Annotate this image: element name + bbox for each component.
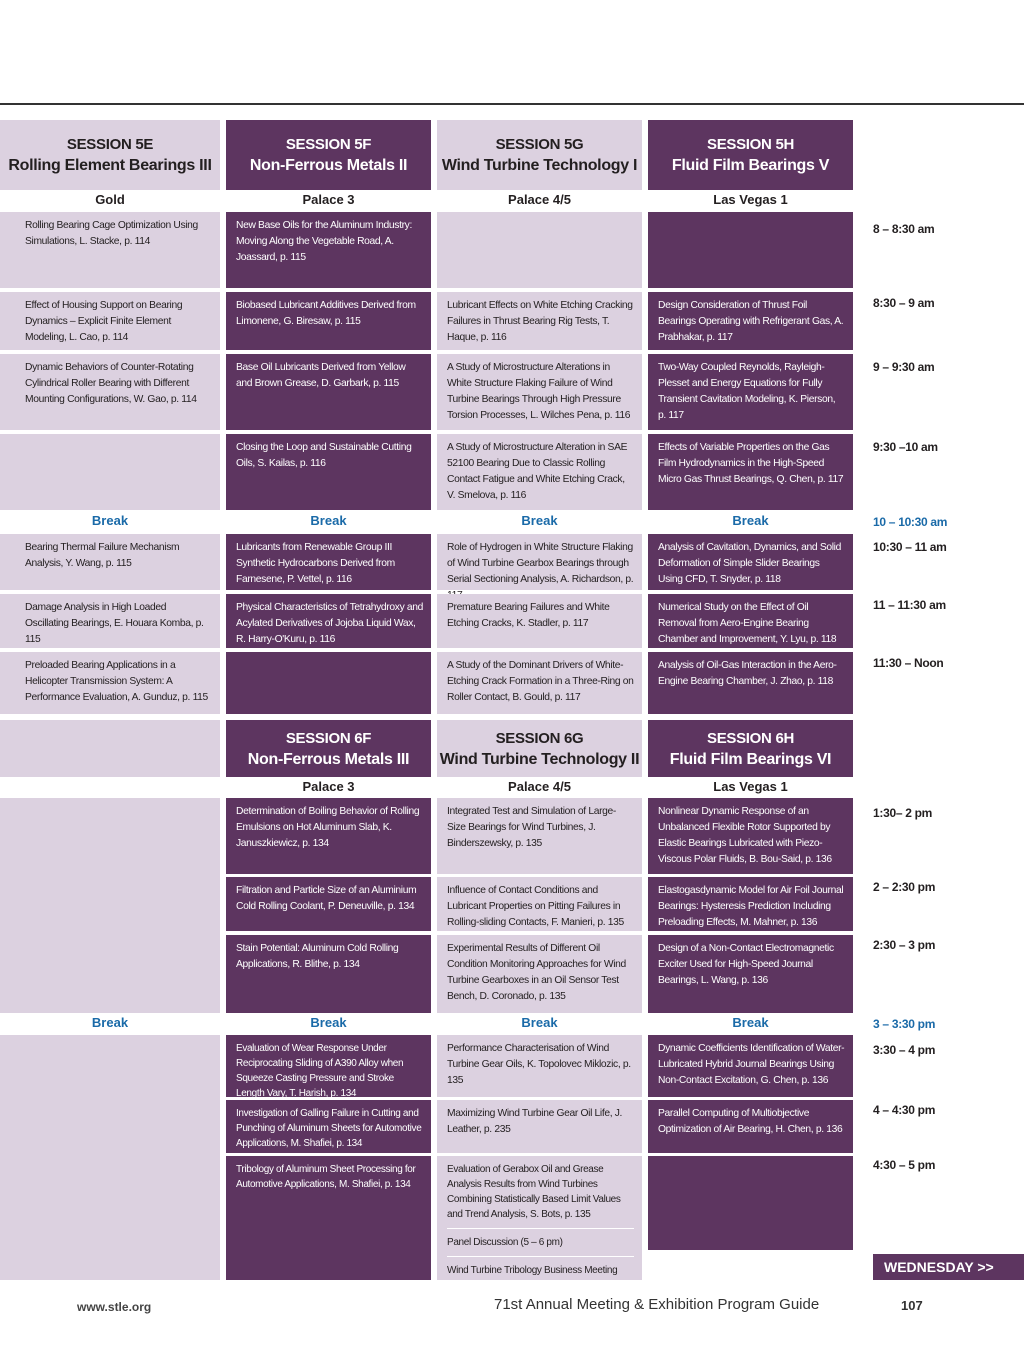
- panel-discussion: Panel Discussion (5 – 6 pm): [447, 1228, 634, 1250]
- talk-cell: Performance Characterisation of Wind Turbine Gear Oils, K. Topolovec Miklozic, p. 135: [437, 1035, 642, 1097]
- session-6f-header: [226, 720, 431, 777]
- talk-cell: Experimental Results of Different Oil Condition Monitoring Approaches for Wind Turbine Gearboxes in an Oil Sensor Test Bench, D. Coronado, p. 135: [437, 935, 642, 1013]
- talk-cell: Effects of Variable Properties on the Gas Film Hydrodynamics in the High-Speed Micro Gas Thrust Bearings, Q. Chen, p. 117: [648, 434, 853, 510]
- talk-cell: Analysis of Cavitation, Dynamics, and Solid Deformation of Simple Slider Bearings Using CFD, T. Snyder, p. 118: [648, 534, 853, 590]
- talk-cell: Dynamic Coefficients Identification of Water-Lubricated Hybrid Journal Bearings Using Non-Contact Excitation, G. Chen, p. 136: [648, 1035, 853, 1097]
- time-label-break: 10 – 10:30 am: [873, 515, 948, 529]
- break-label: Break: [521, 513, 558, 528]
- room-label: Las Vegas 1: [713, 192, 788, 207]
- empty-cell: [226, 652, 431, 714]
- time-label: 4:30 – 5 pm: [873, 1158, 936, 1172]
- empty-cell: [648, 1156, 853, 1250]
- talk-cell-group: [437, 1156, 642, 1280]
- talk-cell: Numerical Study on the Effect of Oil Removal from Aero-Engine Bearing Chamber and Improvement, Y. Lyu, p. 118: [648, 594, 853, 648]
- room-label: Palace 3: [302, 192, 355, 207]
- talk-cell: Tribology of Aluminum Sheet Processing for Automotive Applications, M. Shafiei, p. 134: [226, 1156, 431, 1280]
- break-label: Break: [91, 513, 129, 528]
- talk-cell: A Study of the Dominant Drivers of White-Etching Crack Formation in a Three-Ring on Roller Contact, B. Gould, p. 117: [437, 652, 642, 714]
- empty-cell: [648, 212, 853, 288]
- room-label: Palace 3: [302, 779, 355, 794]
- talk-cell: Investigation of Galling Failure in Cutting and Punching of Aluminum Sheets for Automotive Applications, M. Shafiei, p. 134: [226, 1100, 431, 1153]
- time-label: 2:30 – 3 pm: [873, 938, 936, 952]
- talk-cell: Analysis of Oil-Gas Interaction in the Aero-Engine Bearing Chamber, J. Zhao, p. 118: [648, 652, 853, 714]
- talk-cell: Design Consideration of Thrust Foil Bearings Operating with Refrigerant Gas, A. Prabhakar, p. 117: [648, 292, 853, 350]
- time-label: 1:30– 2 pm: [873, 806, 933, 820]
- time-label: 3:30 – 4 pm: [873, 1043, 936, 1057]
- talk-cell: Rolling Bearing Cage Optimization Using Simulations, L. Stacke, p. 114: [0, 212, 220, 288]
- session-5h-header: [648, 120, 853, 190]
- talk-cell: Physical Characteristics of Tetrahydroxy and Acylated Derivatives of Jojoba Liquid Wax, R. Harry-O'Kuru, p. 116: [226, 594, 431, 648]
- talk-cell: Role of Hydrogen in White Structure Flaking of Wind Turbine Gearbox Bearings through Serial Sectioning Analysis, A. Richardson, p.: [437, 534, 642, 590]
- empty-cell: [437, 212, 642, 288]
- empty-cell: [0, 434, 220, 510]
- room-label: Las Vegas 1: [713, 779, 788, 794]
- session-5e-blank-header: [0, 720, 220, 777]
- break-label: Break: [521, 1015, 558, 1030]
- footer-title: 71st Annual Meeting & Exhibition Program Guide: [494, 1296, 820, 1313]
- break-label: Break: [310, 1015, 347, 1030]
- session-title: Non-Ferrous Metals II: [249, 157, 408, 174]
- time-label: 11:30 – Noon: [873, 656, 944, 670]
- talk-cell: Effect of Housing Support on Bearing Dynamics – Explicit Finite Element Modeling, L. Cao, p. 114: [0, 292, 220, 350]
- session-6h-header: [648, 720, 853, 777]
- talk-cell: Integrated Test and Simulation of Large-Size Bearings for Wind Turbines, J. Binderszewsky, p. 135: [437, 798, 642, 874]
- room-label: Gold: [95, 192, 125, 207]
- room-label: Palace 4/5: [508, 779, 571, 794]
- page-number: 107: [901, 1298, 923, 1313]
- talk-cell: Filtration and Particle Size of an Aluminium Cold Rolling Coolant, P. Deneuville, p. 134: [226, 877, 431, 931]
- session-code: SESSION 6F: [285, 729, 372, 747]
- empty-column-block: [0, 798, 220, 1013]
- business-meeting: Wind Turbine Tribology Business Meeting: [447, 1256, 634, 1278]
- session-code: SESSION 6G: [495, 729, 584, 747]
- break-label: Break: [91, 1015, 129, 1030]
- talk-cell: A Study of Microstructure Alterations in White Structure Flaking Failure of Wind Turbine Bearings Through High Pressure Torsion Processes, L. Wilches Pena, p. 116: [437, 354, 642, 430]
- session-title: Non-Ferrous Metals III: [247, 750, 410, 768]
- talk-cell: A Study of Microstructure Alteration in SAE 52100 Bearing Due to Classic Rolling Contact Fatigue and White Etching Crack, V. Smelova, p. 116: [437, 434, 642, 510]
- footer-url[interactable]: www.stle.org: [77, 1300, 152, 1314]
- time-label: 9:30 –10 am: [873, 440, 938, 454]
- time-label: 4 – 4:30 pm: [873, 1103, 936, 1117]
- session-title: Fluid Film Bearings VI: [669, 750, 832, 768]
- talk-cell: Evaluation of Wear Response Under Reciprocating Sliding of A390 Alloy when Squeeze Casting Pressure and Stroke Length Vary, T. Harish, p. 134: [226, 1035, 431, 1097]
- session-5e-header: [0, 120, 220, 190]
- time-label-break: 3 – 3:30 pm: [873, 1017, 936, 1031]
- time-label: 10:30 – 11 am: [873, 540, 947, 554]
- time-label: 11 – 11:30 am: [873, 598, 946, 612]
- session-code: SESSION 5E: [66, 136, 154, 153]
- session-title: Wind Turbine Technology II: [439, 750, 640, 768]
- talk-cell: New Base Oils for the Aluminum Industry: Moving Along the Vegetable Road, A. Joassard, p. 115: [226, 212, 431, 288]
- session-code: SESSION 5G: [495, 136, 584, 153]
- session-5g-header: [437, 120, 642, 190]
- room-label: Palace 4/5: [508, 192, 571, 207]
- talk-cell: Biobased Lubricant Additives Derived from Limonene, G. Biresaw, p. 115: [226, 292, 431, 350]
- talk-cell: Base Oil Lubricants Derived from Yellow and Brown Grease, D. Garbark, p. 115: [226, 354, 431, 430]
- time-label: 8:30 – 9 am: [873, 296, 935, 310]
- session-title: Wind Turbine Technology I: [441, 157, 638, 174]
- session-code: SESSION 6H: [706, 729, 795, 747]
- talk-cell: Preloaded Bearing Applications in a Helicopter Transmission System: A Performance Evaluation, A. Gunduz, p. 115: [0, 652, 220, 714]
- talk-cell: Maximizing Wind Turbine Gear Oil Life, J. Leather, p. 235: [437, 1100, 642, 1153]
- talk-cell: Influence of Contact Conditions and Lubricant Properties on Pitting Failures in Rolling-sliding Contacts, F. Manieri, p. 135: [437, 877, 642, 931]
- talk-cell: Design of a Non-Contact Electromagnetic Exciter Used for High-Speed Journal Bearings, L. Wang, p. 136: [648, 935, 853, 1013]
- time-label: 9 – 9:30 am: [873, 360, 935, 374]
- talk-cell: Nonlinear Dynamic Response of an Unbalanced Flexible Rotor Supported by Elastic Bearings Lubricated with Piezo-Viscous Polar Fluids, B. Bou-Said, p. 136: [648, 798, 853, 874]
- talk-cell: Closing the Loop and Sustainable Cutting Oils, S. Kailas, p. 116: [226, 434, 431, 510]
- wednesday-tab[interactable]: WEDNESDAY >>: [873, 1254, 1024, 1280]
- session-title: Fluid Film Bearings V: [671, 157, 830, 174]
- time-label: 8 – 8:30 am: [873, 222, 935, 236]
- talk-cell: Dynamic Behaviors of Counter-Rotating Cylindrical Roller Bearing with Different Mounting Configurations, W. Gao, p. 114: [0, 354, 220, 430]
- talk-cell: Lubricants from Renewable Group III Synthetic Hydrocarbons Derived from Farnesene, P. Vettel, p. 116: [226, 534, 431, 590]
- talk-cell: Bearing Thermal Failure Mechanism Analysis, Y. Wang, p. 115: [0, 534, 220, 590]
- session-code: SESSION 5F: [285, 136, 372, 153]
- talk-text: Evaluation of Gerabox Oil and Grease Analysis Results from Wind Turbines Combining Statistically Based Limit Values and Trend Analysis, S. Bots, p. 135: [447, 1164, 621, 1220]
- break-label: Break: [732, 513, 769, 528]
- talk-cell: Lubricant Effects on White Etching Cracking Failures in Thrust Bearing Rig Tests, T. Haque, p. 116: [437, 292, 642, 350]
- talk-cell: Premature Bearing Failures and White Etching Cracks, K. Stadler, p. 117: [437, 594, 642, 648]
- time-label: 2 – 2:30 pm: [873, 880, 936, 894]
- talk-cell: Stain Potential: Aluminum Cold Rolling Applications, R. Blithe, p. 134: [226, 935, 431, 1013]
- header-rule: [0, 103, 1024, 105]
- session-6g-header: [437, 720, 642, 777]
- session-5f-header: [226, 120, 431, 190]
- talk-cell: Parallel Computing of Multiobjective Optimization of Air Bearing, H. Chen, p. 136: [648, 1100, 853, 1153]
- break-label: Break: [310, 513, 347, 528]
- talk-cell: Damage Analysis in High Loaded Oscillating Bearings, E. Houara Komba, p. 115: [0, 594, 220, 648]
- session-code: SESSION 5H: [706, 136, 795, 153]
- break-label: Break: [732, 1015, 769, 1030]
- talk-cell: Determination of Boiling Behavior of Rolling Emulsions on Hot Aluminum Slab, K. Januszkiewicz, p. 134: [226, 798, 431, 874]
- talk-cell: Two-Way Coupled Reynolds, Rayleigh-Plesset and Energy Equations for Fully Transient Cavitation Modeling, K. Pierson, p. 117: [648, 354, 853, 430]
- session-title: Rolling Element Bearings III: [8, 157, 212, 174]
- talk-cell: Elastogasdynamic Model for Air Foil Journal Bearings: Hysteresis Prediction Including Preloading Effects, M. Mahner, p. 136: [648, 877, 853, 931]
- empty-column-block: [0, 1035, 220, 1280]
